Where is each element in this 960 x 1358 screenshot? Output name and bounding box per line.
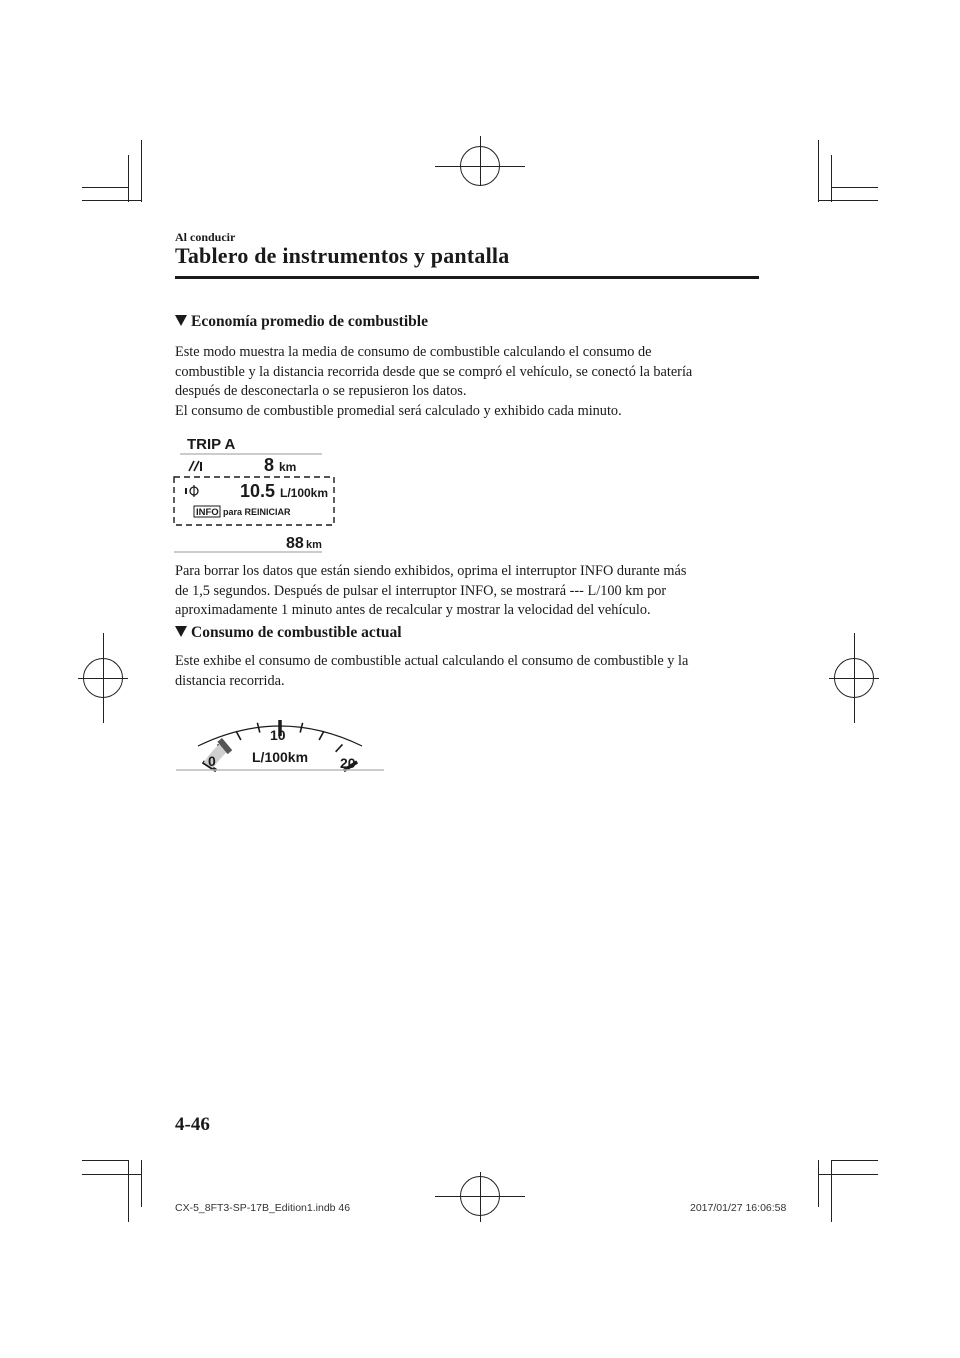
- gauge-unit: L/100km: [252, 749, 309, 765]
- gauge-min-label: 0: [208, 753, 216, 769]
- trip-label: TRIP A: [187, 436, 236, 453]
- fuel-gauge-illustration: [170, 702, 390, 774]
- file-info: CX-5_8FT3-SP-17B_Edition1.indb 46: [175, 1202, 351, 1214]
- reset-instructions: Para borrar los datos que están siendo exhibidos, oprima el interruptor INFO durante más de 1,5 segundos. Después de pulsar el interruptor INFO, se mostrará --- L/100 km por aproximadamente 1 minuto antes de recalcular y mostrar la velocidad del vehículo.: [175, 563, 687, 618]
- avg-fuel-unit: L/100km: [280, 486, 329, 500]
- chapter-title: Tablero de instrumentos y pantalla: [175, 243, 510, 268]
- gauge-mid-label: 10: [270, 727, 286, 743]
- gauge-max-label: 20: [340, 755, 356, 771]
- section-heading-current-fuel: Consumo de combustible actual: [175, 624, 402, 642]
- trip-display-illustration: [170, 428, 350, 558]
- triangle-marker-icon: [175, 626, 187, 637]
- header-rule: [175, 276, 759, 279]
- section-label: Al conducir: [175, 230, 236, 244]
- avg-fuel-value: 10.5: [240, 481, 276, 501]
- info-badge: INFO: [196, 507, 219, 518]
- range-unit: km: [306, 539, 322, 551]
- fuel-trip-icon: [189, 461, 201, 471]
- section-heading-avg-fuel: Economía promedio de combustible: [175, 313, 428, 331]
- range-value: 88: [286, 535, 304, 552]
- triangle-marker-icon: [175, 315, 187, 326]
- avg-fuel-description: Este modo muestra la media de consumo de combustible calculando el consumo de combustible y la distancia recorrida desde que se compró el vehículo, se conectó la batería después de desconectarla o se repusieron los datos. El consumo de combustible promedial será calculado y exhibido cada minuto.: [175, 344, 693, 419]
- fuel-pump-icon: [185, 485, 198, 497]
- reset-text: para REINICIAR: [223, 507, 291, 517]
- trip-unit: km: [279, 460, 297, 474]
- page-number: 4-46: [175, 1114, 210, 1135]
- trip-value: 8: [264, 455, 275, 475]
- gauge-tick: [319, 731, 324, 740]
- current-fuel-description: Este exhibe el consumo de combustible actual calculando el consumo de combustible y la distancia recorrida.: [175, 653, 689, 689]
- print-timestamp: 2017/01/27 16:06:58: [690, 1202, 787, 1214]
- gauge-tick: [336, 744, 343, 751]
- gauge-tick: [236, 731, 241, 740]
